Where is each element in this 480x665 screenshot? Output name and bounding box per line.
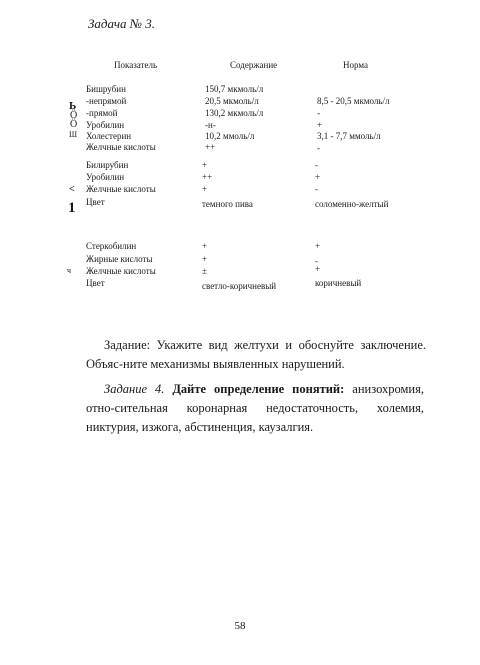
- blood-value: ++: [205, 142, 216, 152]
- blood-name: -непрямой: [86, 96, 127, 106]
- feces-name: Цвет: [86, 278, 105, 288]
- urine-name: Цвет: [86, 197, 105, 207]
- urine-name: Уробилин: [86, 172, 125, 182]
- feces-name: Желчные кислоты: [86, 266, 156, 276]
- urine-value: +: [202, 160, 208, 170]
- feces-norm: -: [315, 256, 318, 266]
- side-mark: <: [69, 184, 75, 195]
- urine-value: +: [202, 184, 208, 194]
- header-content: Содержание: [230, 60, 278, 70]
- urine-value: ++: [202, 172, 213, 182]
- feces-value: +: [202, 241, 208, 251]
- feces-norm: +: [315, 241, 321, 251]
- feces-name: Стеркобилин: [86, 241, 137, 251]
- feces-value: светло-коричневый: [202, 281, 277, 291]
- task-3-title: Задача № 3.: [88, 16, 156, 31]
- side-mark: Ш: [69, 130, 78, 139]
- blood-norm: +: [317, 120, 323, 130]
- feces-norm: коричневый: [315, 278, 362, 288]
- blood-value: 20,5 мкмоль/л: [205, 96, 259, 106]
- task-4-terms: анизохромия, отно-сительная коронарная недостаточность, холемия, никтурия, изжога, абстиненция, каузалгия.: [86, 382, 424, 434]
- urine-norm: +: [315, 172, 321, 182]
- blood-name: -прямой: [86, 108, 118, 118]
- urine-value: темного пива: [202, 199, 253, 209]
- task-4-paragraph: [86, 380, 424, 437]
- page-number: 58: [234, 620, 246, 632]
- urine-norm: -: [315, 184, 318, 194]
- task-4-label: Задание 4.: [104, 382, 165, 396]
- feces-norm: +: [315, 264, 321, 274]
- urine-name: Билирубин: [86, 160, 129, 170]
- side-mark: Ö: [70, 110, 78, 121]
- blood-value: 130,2 мкмоль/л: [205, 108, 264, 118]
- feces-value: +: [202, 254, 208, 264]
- urine-norm: -: [315, 160, 318, 170]
- side-mark: ч: [67, 266, 72, 275]
- blood-value: -н-: [205, 120, 216, 130]
- urine-norm: соломенно-желтый: [315, 199, 389, 209]
- side-mark: 1: [68, 200, 76, 216]
- side-mark: Ö: [70, 119, 78, 130]
- blood-name: Желчные кислоты: [86, 142, 156, 152]
- blood-norm: -: [317, 108, 320, 118]
- blood-value: 10,2 ммоль/л: [205, 131, 255, 141]
- task-4-instruction: Дайте определение понятий:: [172, 382, 345, 396]
- blood-norm: 3,1 - 7,7 ммоль/л: [317, 131, 381, 141]
- feces-name: Жирные кислоты: [86, 254, 153, 264]
- side-mark: Ь: [69, 100, 77, 112]
- header-indicator: Показатель: [114, 60, 158, 70]
- blood-name: Холестерин: [86, 131, 132, 141]
- blood-name: Бишрубин: [86, 84, 126, 94]
- header-norm: Норма: [343, 60, 368, 70]
- blood-norm: 8,5 - 20,5 мкмоль/л: [317, 96, 390, 106]
- assignment-text: Задание: Укажите вид желтухи и обоснуйте заключение. Объяс-ните механизмы выявленных нарушений.: [86, 338, 426, 371]
- blood-value: 150,7 мкмоль/л: [205, 84, 264, 94]
- blood-name: Уробилин: [86, 120, 125, 130]
- blood-norm: -: [317, 143, 320, 153]
- urine-name: Желчные кислоты: [86, 184, 156, 194]
- feces-value: ±: [202, 266, 207, 276]
